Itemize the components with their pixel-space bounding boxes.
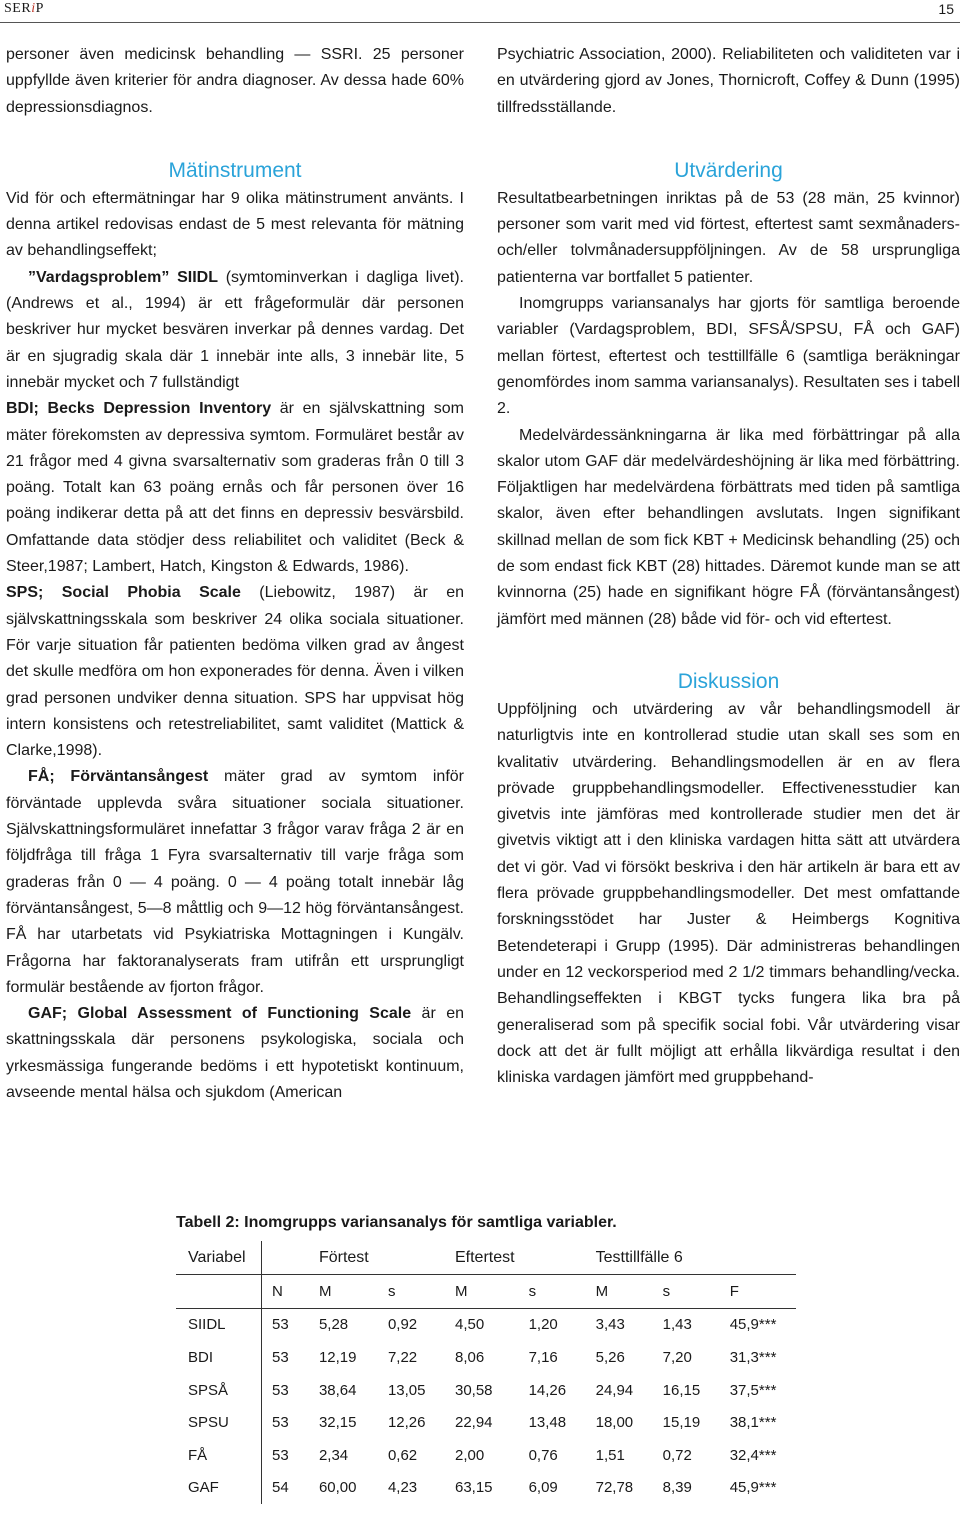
row-label: GAF xyxy=(188,1479,219,1497)
col-m1: M xyxy=(305,1275,374,1309)
cell: 0,92 xyxy=(387,1316,418,1334)
cell: 53 xyxy=(262,1374,305,1407)
left-para-1: Vid för och eftermätningar har 9 olika mätinstrument använts. I denna artikel redovisas endast de 5 mest relevanta för mätning av behandlingseffekt; xyxy=(6,189,464,260)
right-intro: Psychiatric Association, 2000). Reliabiliteten och validiteten var i en utvärdering gjord av Jones, Thornicroft, Coffey & Dunn (1995) tillfredsställande. xyxy=(497,46,960,116)
table-title: Tabell 2: Inomgrupps variansanalys för samtliga variabler. xyxy=(176,1214,617,1231)
cell: 5,26 xyxy=(595,1348,625,1366)
results-table xyxy=(176,1241,796,1504)
cell: 30,58 xyxy=(454,1381,493,1399)
cell: 8,06 xyxy=(454,1348,485,1366)
cell: 22,94 xyxy=(454,1414,493,1432)
cell: 32,4*** xyxy=(729,1446,777,1464)
cell: 0,62 xyxy=(387,1446,418,1464)
row-label: SPSU xyxy=(188,1414,229,1432)
cell: 8,39 xyxy=(662,1479,692,1497)
cell: 63,15 xyxy=(454,1479,493,1497)
cell: 53 xyxy=(262,1406,305,1439)
cell: 53 xyxy=(262,1341,305,1374)
left-column xyxy=(6,42,464,1106)
cell: 3,43 xyxy=(595,1316,625,1334)
cell: 12,26 xyxy=(387,1414,426,1432)
cell: 32,15 xyxy=(318,1414,357,1432)
col-f: F xyxy=(716,1275,796,1309)
results-table-block xyxy=(176,1212,796,1504)
cell: 4,50 xyxy=(454,1316,485,1334)
left-para-fa: FÅ; Förväntansångest mäter grad av symtom inför förväntade upplevda svåra situationer sociala situationer. Självskattningsformuläret innefattar 3 frågor varav fråga 2 är en följdfråga till fråga 1 Fyra svarsalternativ till varje fråga som graderas från 0 — 4 poäng. 0 — 4 poäng totalt innebär låg förväntansångest, 5—8 måttlig och 9—12 hög förväntansångest. FÅ har utarbetats vid Psykiatriska Mottagningen i Kungälv. Frågorna har faktoranalyserats fram utifrån ett ursprungligt formulär bestående av fjorton frågor. xyxy=(6,768,464,996)
col-m2: M xyxy=(441,1275,515,1309)
cell: 16,15 xyxy=(662,1381,701,1399)
left-intro: personer även medicinsk behandling — SSRI. 25 personer uppfyllde även kriterier för andra diagnoser. Av dessa hade 60% depressionsdiagnos. xyxy=(6,46,464,116)
row-label: FÅ xyxy=(188,1446,208,1464)
cell: 53 xyxy=(262,1308,305,1341)
cell: 45,9*** xyxy=(729,1479,777,1497)
col-s1: s xyxy=(374,1275,441,1309)
table-row xyxy=(176,1374,796,1407)
table-column-header xyxy=(176,1275,796,1309)
group-testtillfalle: Testtillfälle 6 xyxy=(582,1241,796,1275)
cell: 12,19 xyxy=(318,1348,357,1366)
table-row xyxy=(176,1472,796,1505)
cell: 1,20 xyxy=(528,1316,558,1334)
cell: 54 xyxy=(262,1472,305,1505)
table-row xyxy=(176,1308,796,1341)
cell: 4,23 xyxy=(387,1479,418,1497)
left-para-gaf: GAF; Global Assessment of Functioning Scale är en skattningsskala där personens psykologiska, sociala och yrkesmässiga fungerande bedöms i ett hypotetiskt kontinuum, avseende mental hälsa och sjukdom (American xyxy=(6,1005,464,1101)
cell: 5,28 xyxy=(318,1316,349,1334)
heading-matinstrument: Mätinstrument xyxy=(168,158,302,182)
cell: 72,78 xyxy=(595,1479,634,1497)
table-row xyxy=(176,1439,796,1472)
cell: 38,1*** xyxy=(729,1414,777,1432)
col-m3: M xyxy=(582,1275,649,1309)
heading-utvardering: Utvärdering xyxy=(674,158,783,182)
cell: 2,34 xyxy=(318,1446,349,1464)
cell: 13,48 xyxy=(528,1414,567,1432)
row-label: BDI xyxy=(188,1348,214,1366)
journal-name: SERiP xyxy=(4,1,44,16)
group-eftertest: Eftertest xyxy=(441,1241,515,1275)
page-header xyxy=(0,0,960,23)
cell: 15,19 xyxy=(662,1414,701,1432)
col-n: N xyxy=(262,1275,305,1309)
cell: 31,3*** xyxy=(729,1348,777,1366)
left-para-siidl: ”Vardagsproblem” SIIDL (symtominverkan i dagliga livet). (Andrews et al., 1994) är ett frågeformulär där personen beskriver hur mycket besvären inverkar på dennes vardag. Det är en sjugradig skala där 1 innebär inte alls, 3 innebär lite, 5 innebär mycket och 7 fullständigt xyxy=(6,268,465,391)
cell: 24,94 xyxy=(595,1381,634,1399)
right-para-3: Medelvärdessänkningarna är lika med förbättringar på alla skalor utom GAF där medelvärdeshöjning är lika med förbättring. Följaktligen har medelvärdena förbättrats med tiden på samtliga skalor, även efter behandlingen avslutats. Ingen signifikant skillnad mellan de som fick KBT + Medicinsk behandling (25) och de som endast fick KBT (28) hittades. Däremot kunde man se att kvinnorna (25) hade en signifikant högre FÅ (förväntansångest) jämfört med männen (28) både vid för- och vid eftertest. xyxy=(497,426,960,628)
cell: 37,5*** xyxy=(729,1381,777,1399)
cell: 60,00 xyxy=(318,1479,357,1497)
cell: 1,43 xyxy=(662,1316,692,1334)
cell: 38,64 xyxy=(318,1381,357,1399)
cell: 18,00 xyxy=(595,1414,634,1432)
cell: 14,26 xyxy=(528,1381,567,1399)
heading-diskussion: Diskussion xyxy=(677,669,780,693)
right-para-2: Inomgrupps variansanalys har gjorts för samtliga beroende variabler (Vardagsproblem, BDI, SFSÅ/SPSU, FÅ och GAF) mellan förtest, eftertest och testtillfälle 6 (samtliga beräkningar genomfördes inom samma variansanalys). Resultaten ses i tabell 2. xyxy=(497,295,960,418)
cell: 53 xyxy=(262,1439,305,1472)
row-label: SPSÅ xyxy=(188,1381,229,1399)
col-s3: s xyxy=(649,1275,716,1309)
cell: 7,16 xyxy=(528,1348,558,1366)
group-fortest: Förtest xyxy=(305,1241,374,1275)
table-group-header xyxy=(176,1241,796,1275)
page-number: 15 xyxy=(938,1,954,17)
cell: 1,51 xyxy=(595,1446,625,1464)
left-para-sps: SPS; Social Phobia Scale (Liebowitz, 1987) är en självskattningsskala som beskriver 24 olika sociala situationer. För varje situation får patienten bedöma vilken grad av ångest det skulle medföra om hon exponerades för denna. Även i vilken grad personen undviker denna situation. SPS har uppvisat hög intern konsistens och retestreliabilitet, samt validitet (Mattick & Clarke,1998). xyxy=(6,584,464,760)
cell: 0,76 xyxy=(528,1446,558,1464)
right-column xyxy=(497,42,960,1091)
cell: 13,05 xyxy=(387,1381,426,1399)
cell: 2,00 xyxy=(454,1446,485,1464)
table-row xyxy=(176,1406,796,1439)
cell: 7,22 xyxy=(387,1348,418,1366)
cell: 7,20 xyxy=(662,1348,692,1366)
col-s2: s xyxy=(515,1275,582,1309)
cell: 6,09 xyxy=(528,1479,558,1497)
right-para-1: Resultatbearbetningen inriktas på de 53 (28 män, 25 kvinnor) personer som varit med vid förtest, eftertest samt sexmånaders- och/eller tolvmånadersuppföljningen. Av de 58 ursprungliga patienterna var bortfallet 5 patienter. xyxy=(497,189,960,286)
group-variabel: Variabel xyxy=(176,1241,262,1275)
left-para-bdi: BDI; Becks Depression Inventory är en självskattning som mäter förekomsten av depressiva symtom. Formuläret består av 21 frågor med 4 givna svarsalternativ som graderas från 0 till 3 poäng. Totalt kan 63 poäng ernås och får personen över 16 poäng indikerar detta på att det finns en depressiv besvärsbild. Omfattande data stödjer dess reliabilitet och validitet (Beck & Steer,1987; Lambert, Hatch, Kingston & Edwards, 1986). xyxy=(6,400,464,576)
right-para-4: Uppföljning och utvärdering av vår behandlingsmodell är naturligtvis inte en kontrollerad studie utan skall ses som en kvalitativ utvärdering. Behandlingsmodellen är en av flera prövade gruppbehandlingsmodeller. Effectivenesstudier kan givetvis inte jämföras med kontrollerade studier men det är givetvis viktigt att i den kliniska vardagen hitta sätt att utvärdera det vi gör. Vad vi försökt beskriva i den här artikeln är bara ett av flera prövade gruppbehandlingsmodeller. Det mest omfattande forskningsstödet har Juster & Heimbergs Kognitiva Betendeterapi i Grupp (1995). Där administreras behandlingen under en 12 veckorsperiod med 2 1/2 timmars behandling/vecka. Behandlingseffekten i KBGT tycks fungera lika bra på generaliserad som på specifik social fobi. Vår utvärdering visar dock att det är fullt möjligt att erhålla likvärdiga resultat i den kliniska vardagen jämfört med gruppbehand- xyxy=(497,700,960,1087)
cell: 0,72 xyxy=(662,1446,692,1464)
table-row xyxy=(176,1341,796,1374)
cell: 45,9*** xyxy=(729,1316,777,1334)
row-label: SIIDL xyxy=(188,1316,226,1334)
